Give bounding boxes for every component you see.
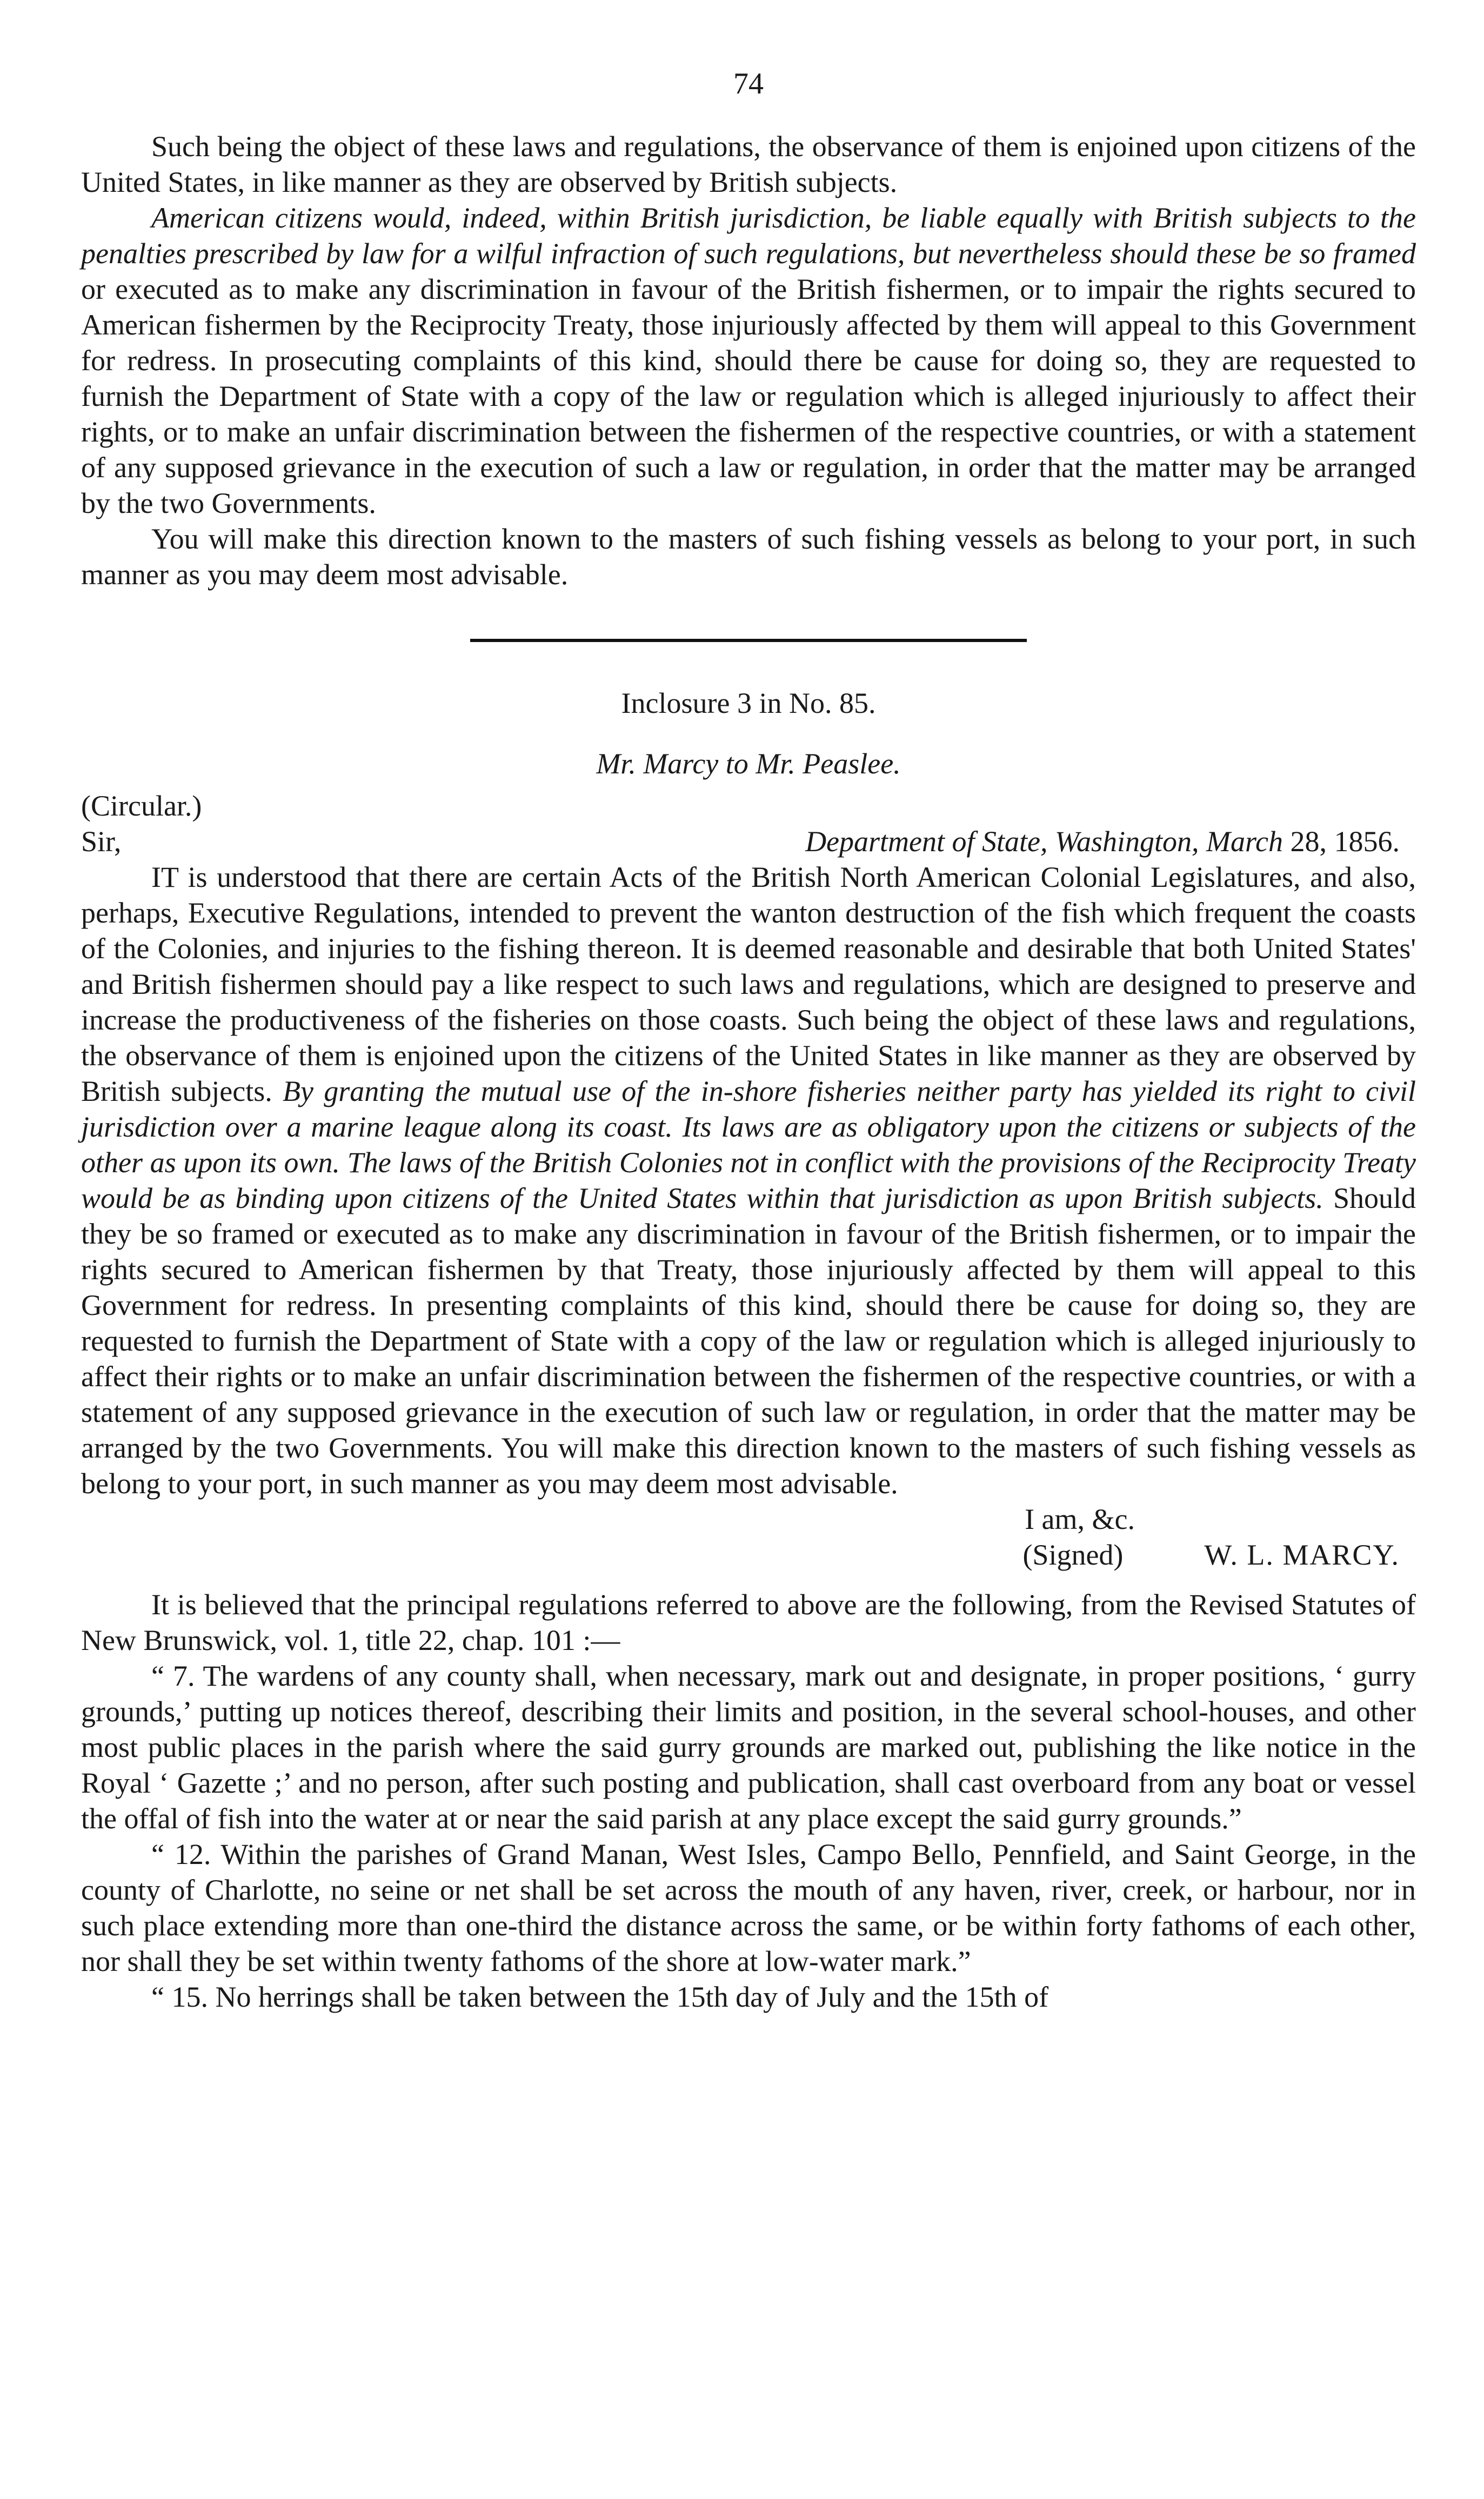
section-divider [470,639,1027,642]
letter-body-italic: By granting the mutual use of the in-shore fisheries neither party has yielded its right to civil jurisdiction over a marine league along its coast. Its laws are as obligatory upon the citizens or subjects of the other as upon its own. The laws of the British Colonies not in conflict with the provisions of the Reciprocity Treaty would be as binding upon citizens of the United States within that jurisdiction as upon British subjects. [81,1075,1416,1214]
letter-body [81,859,1416,1501]
salutation-line [81,824,1416,859]
top-section [81,129,1416,592]
paragraph-direction: You will make this direction known to the masters of such fishing vessels as belong to your port, in such manner as you may deem most advisable. [81,523,1416,591]
document-page [81,65,1416,2475]
regulation-section-15: “ 15. No herrings shall be taken between the 15th day of July and the 15th of [151,1981,1049,2013]
letter-title: Mr. Marcy to Mr. Peaslee. [596,747,901,780]
paragraph-penalties [81,200,1416,521]
salutation: Sir, [81,825,122,858]
dateline [805,824,1416,859]
letter-body-part2: Should they be so framed or executed as to make any discrimination in favour of the British fishermen, or to impair the rights secured to American fishermen by that Treaty, those injuriously affected by them will appeal to this Government for redress. In presenting complaints of this kind, should there be cause for doing so, they are requested to furnish the Department of State with a copy of the law or regulation which is alleged injuriously to affect their rights or to make an unfair discrimination between the fishermen of the respective countries, or with a statement of any supposed grievance in the execution of such law or regulation, in order that the matter may be arranged by the two Governments. You will make this direction known to the masters of such fishing vessels as belong to your port, in such manner as you may deem most advisable. [81,1182,1416,1500]
regulations-section [81,1587,1416,2015]
regulation-section-12: “ 12. Within the parishes of Grand Manan, West Isles, Campo Bello, Pennfield, and Saint George, in the county of Charlotte, no seine or net shall be set across the mouth of any haven, river, creek, or harbour, nor in such place extending more than one-third the distance across the same, or be within forty fathoms of each other, nor shall they be set within twenty fathoms of the shore at low-water mark.” [81,1838,1416,1977]
inclosure-heading: Inclosure 3 in No. 85. [621,687,876,719]
regulations-intro: It is believed that the principal regulations referred to above are the following, from the Revised Statutes of New Brunswick, vol. 1, title 22, chap. 101 :— [81,1588,1416,1656]
page-number: 74 [733,67,764,101]
dateline-date: 28, 1856. [1283,825,1400,858]
inclosure-section [81,685,1416,1573]
signer-name: W. L. MARCY. [1204,1539,1400,1571]
dateline-place: Department of State, Washington, March [805,825,1283,858]
letter-body-part1: IT is understood that there are certain Acts of the British North American Colonial Legislatures, and also, perhaps, Executive Regulations, intended to prevent the wanton destruction of the fish which frequent the coasts of the Colonies, and injuries to the fishing thereon. It is deemed reasonable and desirable that both United States' and British fishermen should pay a like respect to such laws and regulations, which are designed to preserve and increase the productiveness of the fisheries on those coasts. Such being the object of these laws and regulations, the observance of them is enjoined upon the citizens of the United States in like manner as they are observed by British subjects. [81,861,1416,1107]
circular-label: (Circular.) [81,790,202,822]
paragraph-observance: Such being the object of these laws and regulations, the observance of them is enjoined upon citizens of the United States, in like manner as they are observed by British subjects. [81,130,1416,198]
closing: I am, &c. [1025,1503,1135,1535]
paragraph-penalties-italic: American citizens would, indeed, within British jurisdiction, be liable equally with British subjects to the penalties prescribed by law for a wilful infraction of such regulations, but nevertheless should these be so framed [81,202,1416,270]
signed-label: (Signed) [1022,1539,1124,1571]
paragraph-penalties-rest: or executed as to make any discrimination in favour of the British fishermen, or to impair the rights secured to American fishermen by the Reciprocity Treaty, those injuriously affected by them will appeal to this Government for redress. In prosecuting complaints of this kind, should there be cause for doing so, they are requested to furnish the Department of State with a copy of the law or regulation which is alleged injuriously to affect their rights, or to make an unfair discrimination between the fishermen of the respective countries, or with a statement of any supposed grievance in the execution of such a law or regulation, in order that the matter may be arranged by the two Governments. [81,273,1416,519]
signature-line [81,1537,1416,1573]
regulation-section-7: “ 7. The wardens of any county shall, when necessary, mark out and designate, in proper positions, ‘ gurry grounds,’ putting up notices thereof, describing their limits and position, in the several school-houses, and other most public places in the parish where the said gurry grounds are marked out, publishing the like notice in the Royal ‘ Gazette ;’ and no person, after such posting and publication, shall cast overboard from any boat or vessel the offal of fish into the water at or near the said parish at any place except the said gurry grounds.” [81,1660,1416,1835]
